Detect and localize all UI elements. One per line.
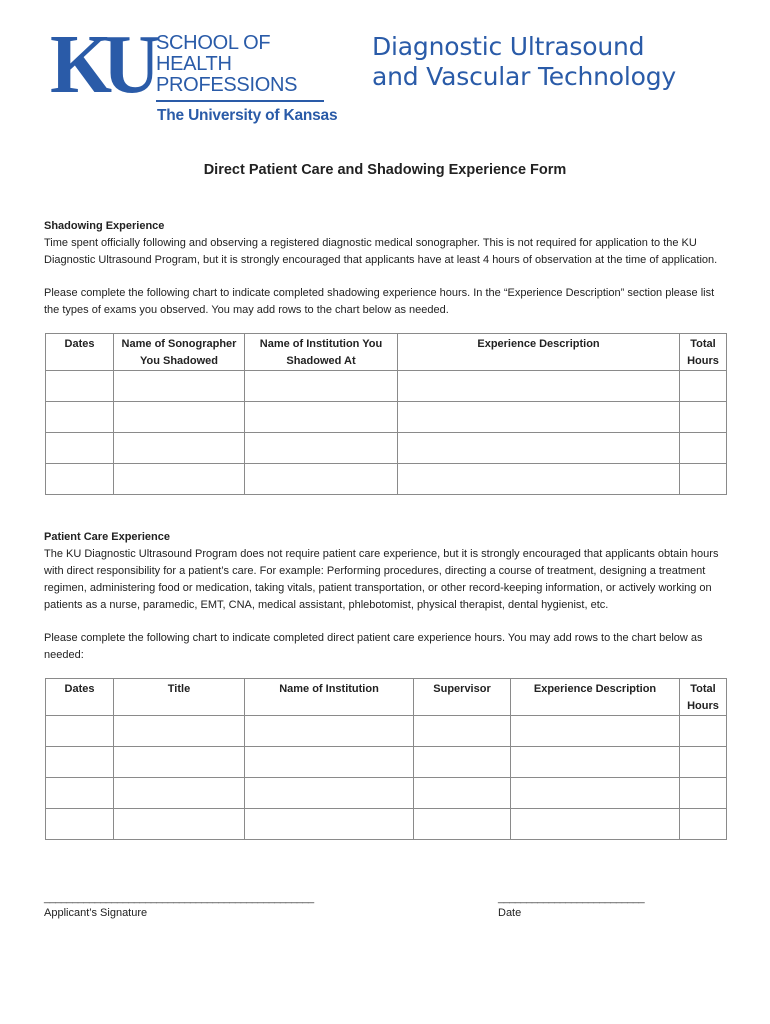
table-cell[interactable] (46, 778, 114, 809)
table-row (46, 402, 727, 433)
table-cell[interactable] (245, 809, 414, 840)
table-cell[interactable] (511, 716, 680, 747)
university-name: The University of Kansas (157, 107, 338, 124)
logo-divider (156, 100, 324, 102)
table-cell[interactable] (46, 464, 114, 495)
table-row (46, 716, 727, 747)
applicant-signature-line[interactable]: ________________________________________________ (44, 892, 314, 904)
shadowing-instructions: Please complete the following chart to indicate completed shadowing experience hours. In the “Experience Description” section please list the types of exams you observed. You may add rows to the chart below as needed. (44, 287, 715, 316)
school-name (156, 33, 297, 96)
column-header: Supervisor (414, 679, 511, 716)
table-cell[interactable] (680, 433, 727, 464)
table-cell[interactable] (245, 464, 398, 495)
school-line: HEALTH (156, 53, 232, 75)
table-cell[interactable] (414, 778, 511, 809)
table-cell[interactable] (46, 371, 114, 402)
table-cell[interactable] (46, 747, 114, 778)
form-title: Direct Patient Care and Shadowing Experience Form (203, 162, 567, 178)
table-cell[interactable] (245, 433, 398, 464)
table-cell[interactable] (46, 809, 114, 840)
program-title (372, 32, 676, 92)
table-cell[interactable] (398, 402, 680, 433)
date-label: Date (498, 907, 522, 919)
table-row (46, 433, 727, 464)
table-cell[interactable] (114, 747, 245, 778)
table-cell[interactable] (511, 778, 680, 809)
table-row (46, 747, 727, 778)
table-cell[interactable] (245, 716, 414, 747)
shadowing-heading: Shadowing Experience (44, 220, 165, 232)
table-cell[interactable] (414, 809, 511, 840)
table-cell[interactable] (114, 433, 245, 464)
table-cell[interactable] (46, 716, 114, 747)
table-cell[interactable] (245, 778, 414, 809)
program-title-line: and Vascular Technology (372, 62, 677, 91)
shadowing-section (44, 218, 728, 319)
patient-care-table (45, 678, 727, 840)
shadowing-description: Time spent officially following and observing a registered diagnostic medical sonographer. This is not required for application to the KU Diagnostic Ultrasound Program, but it is strongly encouraged that applicants have at least 4 hours of observation at the time of application. (44, 237, 718, 266)
table-header-row (46, 334, 727, 371)
column-header: Experience Description (398, 334, 680, 371)
table-cell[interactable] (680, 809, 727, 840)
table-cell[interactable] (245, 747, 414, 778)
date-line[interactable]: __________________________ (498, 892, 645, 904)
table-cell[interactable] (680, 778, 727, 809)
shadowing-table (45, 333, 727, 495)
table-cell[interactable] (511, 747, 680, 778)
table-cell[interactable] (114, 716, 245, 747)
patient-care-description: The KU Diagnostic Ultrasound Program does not require patient care experience, but it is strongly encouraged that applicants obtain hours with direct responsibility for a patient’s care. For example: Performing procedures, directing a course of treatment, designing a treatment regimen, administering food or medication, taking vitals, patient transportation, or other record-keeping information, or actively working on patients as a nurse, paramedic, EMT, CNA, medical assistant, phlebotomist, physical therapist, dental hygienist, etc. (44, 548, 719, 611)
table-header-row (46, 679, 727, 716)
table-cell[interactable] (398, 371, 680, 402)
table-cell[interactable] (46, 402, 114, 433)
column-header: Total Hours (680, 334, 727, 371)
column-header: Experience Description (511, 679, 680, 716)
table-row (46, 371, 727, 402)
table-cell[interactable] (398, 433, 680, 464)
school-line: SCHOOL OF (156, 32, 271, 54)
table-cell[interactable] (46, 433, 114, 464)
table-cell[interactable] (245, 402, 398, 433)
patient-care-heading: Patient Care Experience (44, 531, 170, 543)
table-cell[interactable] (414, 747, 511, 778)
table-cell[interactable] (245, 371, 398, 402)
patient-care-section (44, 529, 728, 664)
ku-logo-mark: KU (50, 18, 151, 111)
table-cell[interactable] (680, 371, 727, 402)
column-header: Name of Institution You Shadowed At (245, 334, 398, 371)
column-header: Dates (46, 679, 114, 716)
program-title-line: Diagnostic Ultrasound (372, 32, 645, 61)
column-header: Dates (46, 334, 114, 371)
table-cell[interactable] (114, 778, 245, 809)
applicant-signature-label: Applicant’s Signature (44, 907, 148, 919)
column-header: Name of Sonographer You Shadowed (114, 334, 245, 371)
table-cell[interactable] (114, 464, 245, 495)
table-cell[interactable] (414, 716, 511, 747)
table-cell[interactable] (680, 747, 727, 778)
table-cell[interactable] (114, 402, 245, 433)
table-row (46, 778, 727, 809)
column-header: Total Hours (680, 679, 727, 716)
table-row (46, 809, 727, 840)
table-cell[interactable] (511, 809, 680, 840)
table-cell[interactable] (114, 809, 245, 840)
table-cell[interactable] (680, 464, 727, 495)
patient-care-instructions: Please complete the following chart to indicate completed direct patient care experience hours. You may add rows to the chart below as needed: (44, 632, 703, 661)
table-row (46, 464, 727, 495)
column-header: Name of Institution (245, 679, 414, 716)
table-cell[interactable] (398, 464, 680, 495)
table-cell[interactable] (680, 716, 727, 747)
table-cell[interactable] (114, 371, 245, 402)
column-header: Title (114, 679, 245, 716)
school-line: PROFESSIONS (156, 74, 298, 96)
table-cell[interactable] (680, 402, 727, 433)
